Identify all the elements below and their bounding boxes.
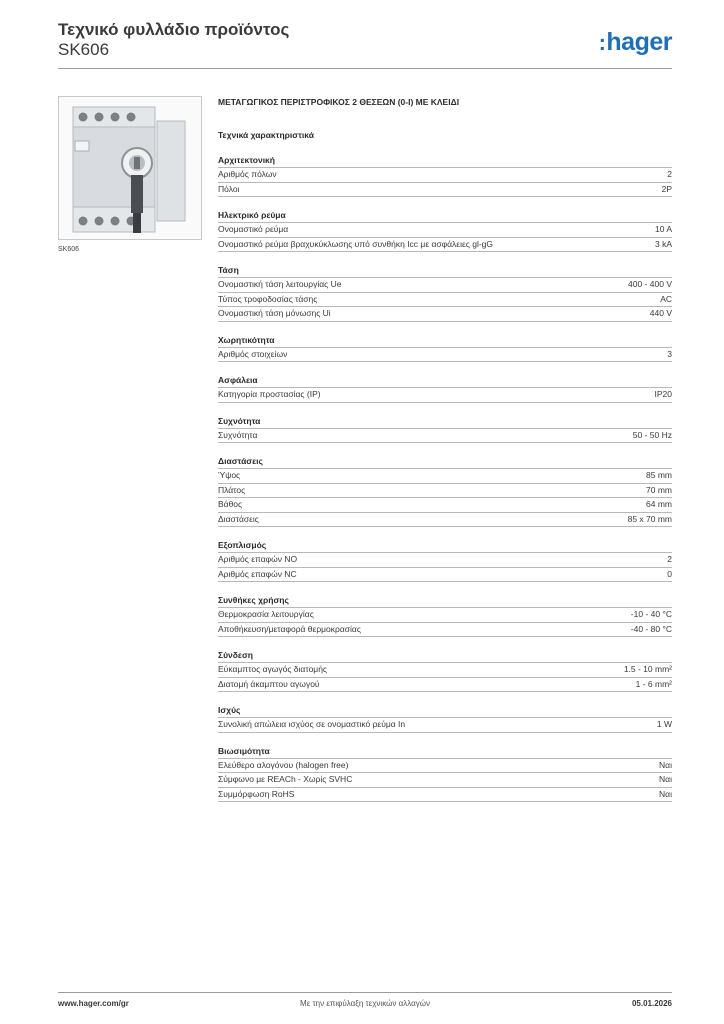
spec-label: Βάθος	[218, 499, 243, 509]
product-image	[58, 96, 202, 240]
spec-value: 2	[667, 554, 672, 564]
spec-group-title: Συχνότητα	[218, 415, 672, 429]
footer-note: Με την επιφύλαξη τεχνικών αλλαγών	[300, 999, 430, 1008]
header-divider	[58, 68, 672, 69]
spec-value: 70 mm	[646, 484, 672, 495]
spec-group	[218, 649, 672, 692]
spec-label: Τύπος τροφοδοσίας τάσης	[218, 293, 318, 304]
spec-value: -10 - 40 °C	[630, 609, 672, 619]
spec-row	[218, 759, 672, 774]
spec-row	[218, 238, 672, 253]
spec-value: 2	[667, 169, 672, 179]
switch-illustration	[59, 97, 201, 239]
spec-label: Συχνότητα	[218, 429, 258, 440]
spec-label: Ονομαστική τάση λειτουργίας Ue	[218, 279, 342, 289]
page-footer	[58, 999, 672, 1013]
spec-row	[218, 663, 672, 678]
spec-value: 10 A	[654, 224, 672, 234]
spec-row	[218, 484, 672, 499]
spec-group-title: Χωρητικότητα	[218, 334, 672, 348]
spec-value: Ναι	[659, 774, 672, 784]
spec-group	[218, 209, 672, 252]
spec-group-title: Ασφάλεια	[218, 374, 672, 388]
spec-row	[218, 429, 672, 444]
spec-group	[218, 704, 672, 733]
spec-group-title: Εξοπλισμός	[218, 539, 672, 553]
spec-group-title: Σύνδεση	[218, 649, 672, 663]
spec-value: 3 kA	[654, 238, 672, 249]
spec-row	[218, 388, 672, 403]
document-title: Τεχνικό φυλλάδιο προϊόντος	[58, 20, 290, 39]
footer-date: 05.01.2026	[631, 999, 672, 1008]
page-header	[58, 20, 289, 60]
spec-label: Αριθμός επαφών NO	[218, 554, 298, 564]
spec-group	[218, 154, 672, 197]
spec-label: Σύμφωνο με REACh - Χωρίς SVHC	[218, 774, 353, 784]
spec-value: -40 - 80 °C	[630, 623, 672, 634]
spec-label: Κατηγορία προστασίας (IP)	[218, 389, 321, 399]
spec-label: Διαστάσεις	[218, 513, 259, 524]
spec-row	[218, 293, 672, 308]
spec-label: Εύκαμπτος αγωγός διατομής	[218, 664, 328, 674]
spec-row	[218, 469, 672, 484]
spec-value: 440 V	[649, 308, 672, 318]
spec-group	[218, 539, 672, 582]
spec-value: 2P	[661, 183, 672, 194]
spec-row	[218, 568, 672, 583]
spec-group-title: Ισχύς	[218, 704, 672, 718]
spec-row	[218, 498, 672, 513]
spec-row	[218, 608, 672, 623]
spec-value: Ναι	[659, 788, 672, 799]
spec-label: Πλάτος	[218, 484, 246, 495]
spec-row	[218, 513, 672, 528]
spec-label: Συμμόρφωση RoHS	[218, 788, 295, 799]
logo-text: hager	[606, 28, 672, 56]
spec-label: Ονομαστικό ρεύμα βραχυκύκλωσης υπό συνθήκη Icc με ασφάλειες gl-gG	[218, 238, 494, 249]
spec-label: Αποθήκευση/μεταφορά θερμοκρασίας	[218, 623, 361, 634]
spec-group-title: Τάση	[218, 264, 672, 278]
spec-row	[218, 623, 672, 638]
spec-row	[218, 348, 672, 363]
spec-group	[218, 334, 672, 363]
spec-value: 85 mm	[646, 470, 672, 480]
spec-section	[218, 96, 672, 802]
spec-label: Θερμοκρασία λειτουργίας	[218, 609, 314, 619]
spec-heading: Τεχνικά χαρακτηριστικά	[218, 130, 314, 140]
footer-website: www.hager.com/gr	[58, 999, 129, 1008]
spec-value: 0	[667, 568, 672, 579]
spec-row	[218, 183, 672, 198]
spec-group	[218, 455, 672, 527]
spec-group	[218, 745, 672, 803]
spec-label: Ονομαστικό ρεύμα	[218, 224, 289, 234]
spec-label: Ονομαστική τάση μόνωσης Ui	[218, 308, 331, 318]
spec-groups	[218, 154, 672, 802]
spec-label: Διατομή άκαμπτου αγωγού	[218, 678, 320, 689]
spec-value: 64 mm	[646, 499, 672, 509]
footer-divider	[58, 992, 672, 993]
spec-row	[218, 278, 672, 293]
spec-group-title: Συνθήκες χρήσης	[218, 594, 672, 608]
spec-value: AC	[660, 293, 672, 304]
product-code: SK606	[58, 40, 110, 59]
spec-group	[218, 594, 672, 637]
spec-value: 400 - 400 V	[628, 279, 672, 289]
spec-value: 50 - 50 Hz	[632, 429, 672, 440]
spec-row	[218, 223, 672, 238]
spec-label: Αριθμός στοιχείων	[218, 348, 288, 359]
hager-logo: :hager	[598, 28, 672, 56]
product-name: ΜΕΤΑΓΩΓΙΚΟΣ ΠΕΡΙΣΤΡΟΦΙΚΟΣ 2 ΘΕΣΕΩΝ (0-I) ΜΕ ΚΛΕΙΔΙ	[218, 97, 460, 107]
spec-row	[218, 678, 672, 693]
spec-row	[218, 773, 672, 788]
spec-label: Αριθμός επαφών NC	[218, 568, 297, 579]
spec-value: Ναι	[659, 759, 672, 770]
spec-group	[218, 374, 672, 403]
spec-group-title: Αρχιτεκτονική	[218, 154, 672, 168]
spec-value: 1.5 - 10 mm²	[623, 664, 672, 674]
spec-group-title: Διαστάσεις	[218, 455, 672, 469]
image-caption: SK606	[58, 246, 80, 253]
spec-label: Ύψος	[218, 470, 241, 480]
spec-value: 1 W	[656, 719, 672, 729]
spec-group	[218, 415, 672, 444]
spec-value: 3	[667, 348, 672, 359]
spec-value: IP20	[654, 389, 672, 399]
spec-row	[218, 307, 672, 322]
spec-label: Συνολική απώλεια ισχύος σε ονομαστικό ρεύμα In	[218, 719, 406, 729]
spec-value: 1 - 6 mm²	[635, 678, 672, 689]
spec-row	[218, 168, 672, 183]
spec-group	[218, 264, 672, 322]
spec-value: 85 x 70 mm	[627, 513, 672, 524]
spec-row	[218, 718, 672, 733]
spec-row	[218, 788, 672, 803]
spec-row	[218, 553, 672, 568]
spec-label: Ελεύθερο αλογόνου (halogen free)	[218, 759, 349, 770]
spec-group-title: Ηλεκτρικό ρεύμα	[218, 209, 672, 223]
spec-group-title: Βιωσιμότητα	[218, 745, 672, 759]
spec-label: Πόλοι	[218, 183, 240, 194]
spec-label: Αριθμός πόλων	[218, 169, 277, 179]
